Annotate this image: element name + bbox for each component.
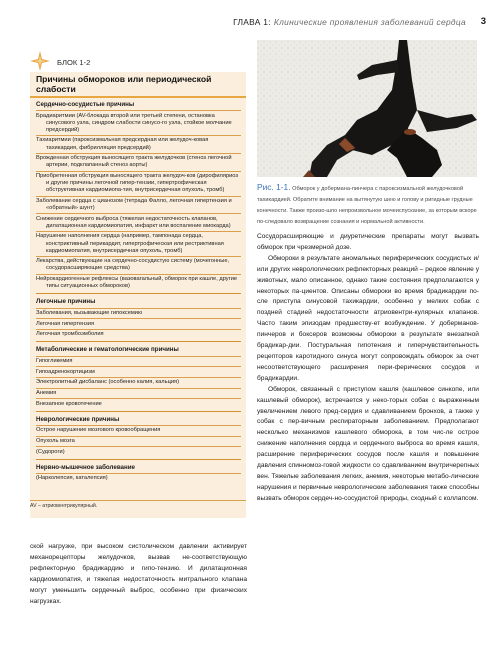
list-item: Снижение сердечного выброса (тяжелая недостаточность клапанов, дилатационная кардиомиопатия, инфаркт или воспаление миокарда)	[36, 215, 231, 229]
divider	[36, 318, 241, 319]
block-heading	[30, 55, 245, 71]
paragraph: Обморок, связанный с приступом кашля (кашлевое синкопе, или кашлевый обморок), встречается у неко-торых собак с выраженным увеличением левого пред-сердия и сдавливанием бронхов, а также у собак с пер-вичным респираторным заболеванием. Предполагают несколько механизмов кашлевого обморока, в том чис-ле острое снижение наполнения сердца и сердечного выброса во время кашля, расширение периферических сосудов после кашля и повышение давления спинномоз-говой жидкости со сдавливанием внутричерепных вен. Тяжелые заболевания легких, анемия, некоторые метабо-лические нарушения и первичные неврологические заболевания также способны вызвать обморок сердеч-но-сосудистой природы, сходный с коллапсом.	[257, 385, 479, 502]
divider	[36, 171, 241, 172]
divider	[36, 213, 241, 214]
list-item: Врожденная обструкция выносящего тракта желудочков (стеноз легочной артерии, подклапанный стеноз аорты)	[36, 155, 232, 169]
list-item: Легочная тромбоэмболия	[36, 331, 104, 338]
figure-label: Рис. 1-1.	[257, 182, 291, 192]
divider	[36, 366, 241, 367]
section-heading-neurologic: Неврологические причины	[36, 415, 120, 423]
right-column-text	[257, 232, 479, 505]
divider	[36, 256, 241, 257]
running-header	[0, 16, 500, 30]
divider	[36, 308, 241, 309]
list-item: Брадиаритмии (AV-блокада второй или третьей степени, остановка синусового узла, синдром слабости синусо-го узла, стойкое молчание предсердий)	[36, 112, 232, 133]
paragraph: Обмороки в результате аномальных периферических сосудистых и/или других неврологических рефлекторных реакций – редкое явление у животных, мало описанное, однако такие состояния предполагаются у некоторых па-циентов. Описаны обмороки во время брадикардии по-сле приступа синусовой тахикардии, особенно у мелких собак с поздней стадией недостаточности атриовентри-кулярных клапанов. Часто таким эпизодам предшеству-ет возбуждение. У доберманов-пинчеров и боксеров возможны обмороки в результате внезапной брадикар-дии. Постуральная гипотензия и гиперчувствительность рецепторов каротидного синуса могут сопровождать обморок за счет несоответствующего расширения пери-ферических сосудов и брадикардии.	[257, 254, 479, 382]
box-body	[36, 101, 241, 483]
paragraph: Сосудорасширяющие и диуретические препараты могут вызвать обморок при чрезмерной дозе.	[257, 233, 479, 251]
list-item: Приобретенная обструкция выносящего тракта желудоч-ков (дирофиляриоз и другие причины легочной гипер-тензии, гипертрофическая обструктивная кардиомиопа-тия, внутрисердечная опухоль, тромб)	[36, 173, 239, 194]
divider	[36, 473, 241, 474]
divider	[36, 398, 241, 399]
section-divider	[36, 459, 241, 460]
causes-box	[30, 72, 246, 518]
footnote-rule	[30, 500, 246, 501]
figure-caption	[257, 182, 479, 228]
figure-photo	[257, 40, 477, 177]
list-item: Легочная гипертензия	[36, 320, 95, 327]
block-label: БЛОК 1-2	[57, 58, 91, 67]
divider	[36, 196, 241, 197]
divider	[36, 274, 241, 275]
list-item: Нарушение наполнения сердца (например, тампонада сердца, констриктивный перикардит, гипертрофическая или рестриктивная кардиомиопатия, внутрисердечная опухоль, тромб)	[36, 233, 224, 254]
divider	[36, 388, 241, 389]
list-item: Тахиаритмии (пароксизмальная предсердная или желудоч-ковая тахикардия, фибрилляция предсердий)	[36, 137, 209, 151]
section-divider	[36, 293, 241, 294]
section-heading-neuromuscular: Нервно-мышечное заболевание	[36, 463, 135, 471]
list-item: Опухоль мозга	[36, 438, 75, 445]
chapter-title: Клинические проявления заболеваний сердца	[273, 17, 466, 27]
divider	[36, 231, 241, 232]
divider	[36, 446, 241, 447]
divider	[36, 377, 241, 378]
section-heading-metabolic: Метаболические и гематологические причины	[36, 346, 179, 354]
list-item: Внезапное кровотечение	[36, 400, 102, 407]
section-divider	[36, 411, 241, 412]
box-title-rule	[30, 96, 246, 98]
box-title-line-1: Причины обмороков или периодической	[36, 74, 212, 84]
list-item: Заболевания, вызывающие гипоксемию	[36, 309, 143, 316]
section-heading-pulmonary: Легочные причины	[36, 298, 96, 306]
box-title	[36, 74, 241, 94]
list-item: Острое нарушение мозгового кровообращения	[36, 427, 161, 434]
list-item: Лекарства, действующие на сердечно-сосудистую систему (мочегонные, сосудорасширяющие средства)	[36, 258, 230, 272]
divider	[36, 329, 241, 330]
list-item: Нейрокардиогенные рефлексы (вазовагальный, обморок при кашле, другие типы ситуационных обмороков)	[36, 276, 238, 290]
list-item: Анемия	[36, 390, 57, 397]
page-number: 3	[480, 16, 486, 27]
figure-caption-text: Обморок у добермана-пинчера с пароксизмальной желудочковой тахикардией. Обратите внимание на вытянутую шею и голову и ригидные грудные конечности. Также произо-шло непроизвольное мочеиспускание, за которым вскоре по-следовало возвращение сознания и нормальной активности.	[257, 186, 477, 225]
left-column-text: ской нагрузке, при высоком систолическом давлении активирует механорецепторы желудочков, вызвав не-соответствующую рефлекторную брадикардию и гипо-тензию. И дилатационная кардиомиопатия, и тяжелая недостаточность митрального клапана могут уменьшить сердечный выброс, особенно при физических нагрузках.	[30, 543, 247, 605]
list-item: (Судороги)	[36, 448, 65, 455]
divider	[36, 356, 241, 357]
list-item: Электролитный дисбаланс (особенно калия, кальция)	[36, 379, 179, 386]
divider	[36, 110, 241, 111]
doberman-photo	[257, 40, 477, 177]
box-footnote: AV – атриовентрикулярный.	[30, 503, 98, 509]
list-item: Гипоадренокортицизм	[36, 368, 95, 375]
chapter-heading	[233, 17, 466, 27]
section-divider	[36, 341, 241, 342]
chapter-label: ГЛАВА 1:	[233, 17, 271, 27]
box-title-line-2: слабости	[36, 84, 76, 94]
list-item: Заболевание сердца с цианозом (тетрада Фалло, легочная гипертензия и «обратный» шунт)	[36, 197, 232, 211]
divider	[36, 436, 241, 437]
list-item: (Нарколепсия, каталепсия)	[36, 475, 108, 482]
divider	[36, 135, 241, 136]
star-icon	[30, 51, 50, 71]
divider	[36, 425, 241, 426]
list-item: Гипогликемия	[36, 357, 73, 364]
divider	[36, 153, 241, 154]
section-heading-cardiovascular: Сердечно-сосудистые причины	[36, 101, 135, 108]
